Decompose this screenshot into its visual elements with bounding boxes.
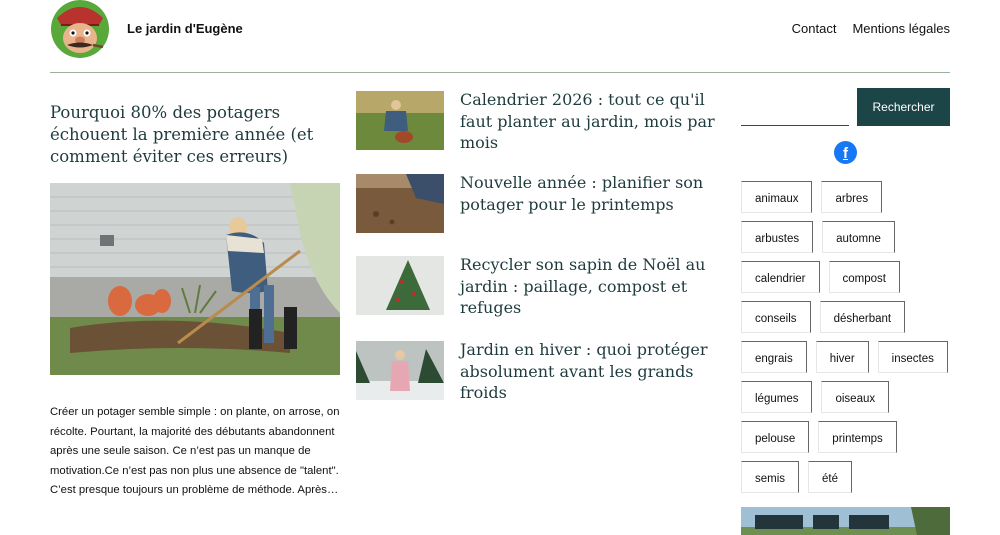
tag-automne[interactable]: automne	[822, 221, 895, 253]
site-title[interactable]: Le jardin d'Eugène	[127, 21, 243, 36]
tag-animaux[interactable]: animaux	[741, 181, 812, 213]
tag-arbustes[interactable]: arbustes	[741, 221, 813, 253]
article-thumbnail[interactable]	[356, 256, 444, 315]
featured-post	[50, 102, 342, 497]
article-title[interactable]: Nouvelle année : planifier son potager pour le printemps	[460, 173, 704, 214]
nav-contact[interactable]: Contact	[791, 21, 837, 36]
nav-mentions-legales[interactable]: Mentions légales	[852, 21, 950, 36]
sidebar-promo-image[interactable]	[741, 507, 950, 535]
site-header	[50, 0, 950, 73]
gardener-avatar-icon	[50, 0, 110, 58]
tag-desherbant[interactable]: désherbant	[820, 301, 906, 333]
tag-pelouse[interactable]: pelouse	[741, 421, 809, 453]
tag-cloud	[741, 181, 951, 493]
search-input[interactable]	[741, 88, 849, 126]
article-title[interactable]: Recycler son sapin de Noël au jardin : paillage, compost et refuges	[460, 255, 706, 317]
article-thumbnail[interactable]	[356, 341, 444, 400]
featured-post-title[interactable]: Pourquoi 80% des potagers échouent la première année (et comment éviter ces erreurs)	[50, 103, 314, 166]
top-nav	[792, 21, 950, 36]
site-logo[interactable]	[50, 0, 110, 58]
tag-engrais[interactable]: engrais	[741, 341, 807, 373]
tag-compost[interactable]: compost	[829, 261, 900, 293]
tag-oiseaux[interactable]: oiseaux	[821, 381, 889, 413]
featured-post-image[interactable]	[50, 183, 340, 375]
tag-ete[interactable]: été	[808, 461, 852, 493]
article-thumbnail[interactable]	[356, 91, 444, 150]
tag-hiver[interactable]: hiver	[816, 341, 869, 373]
tag-calendrier[interactable]: calendrier	[741, 261, 820, 293]
article-title[interactable]: Jardin en hiver : quoi protéger absolument avant les grands froids	[460, 340, 708, 402]
tag-arbres[interactable]: arbres	[821, 181, 882, 213]
article-thumbnail[interactable]	[356, 174, 444, 233]
tag-semis[interactable]: semis	[741, 461, 799, 493]
facebook-icon[interactable]: f	[834, 141, 857, 164]
tag-printemps[interactable]: printemps	[818, 421, 897, 453]
article-title[interactable]: Calendrier 2026 : tout ce qu'il faut planter au jardin, mois par mois	[460, 90, 715, 152]
tag-legumes[interactable]: légumes	[741, 381, 812, 413]
featured-post-excerpt: Créer un potager semble simple : on plante, on arrose, on récolte. Pourtant, la majorité des débutants abandonnent après une seule saison. Ce n’est pas un manque de motivation.Ce n’est pas non plus une absence de "talent". C’est presque toujours un problème de méthode. Après…	[50, 406, 340, 497]
tag-insectes[interactable]: insectes	[878, 341, 948, 373]
search-button[interactable]: Rechercher	[857, 88, 950, 126]
tag-conseils[interactable]: conseils	[741, 301, 811, 333]
